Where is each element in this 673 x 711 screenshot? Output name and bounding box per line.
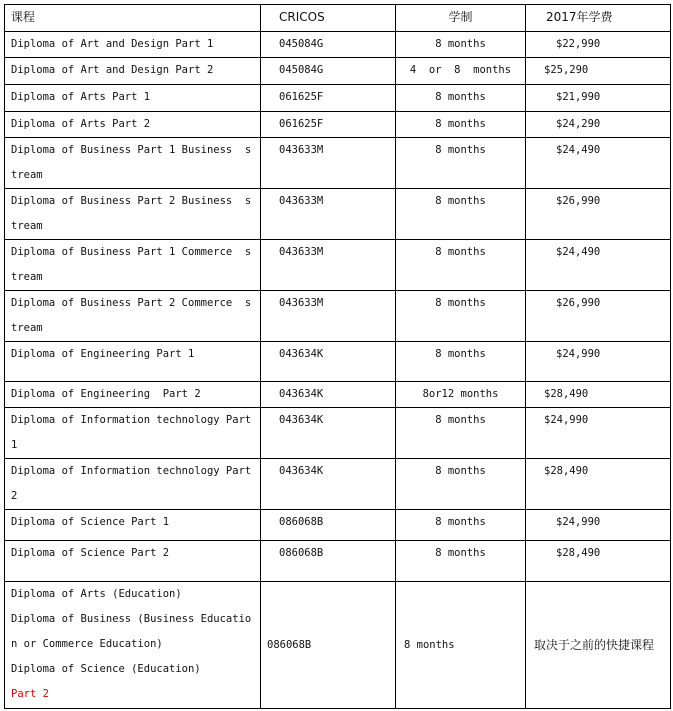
duration: 8or12 months: [396, 382, 526, 408]
table-row: [5, 382, 671, 408]
fee-table-page: [4, 4, 670, 709]
part-label: Part 2: [11, 688, 49, 700]
fee: $24,490: [526, 138, 671, 189]
header-fee: 2017年学费: [526, 5, 671, 32]
course-line: Diploma of Science (Education): [11, 663, 201, 675]
cricos-code: 061625F: [261, 112, 396, 138]
duration: 8 months: [396, 342, 526, 382]
table-row: [5, 291, 671, 342]
table-row: [5, 85, 671, 112]
table-row: [5, 541, 671, 582]
fee: $26,990: [526, 189, 671, 240]
cricos-code: 043634K: [261, 382, 396, 408]
header-duration: 学制: [396, 5, 526, 32]
course-name: Diploma of Engineering Part 1: [5, 342, 261, 382]
course-name: Diploma of Business Part 2 Business stream: [5, 189, 261, 240]
cricos-code: 043634K: [261, 342, 396, 382]
fee: $25,290: [526, 58, 671, 85]
cricos-code: 045084G: [261, 58, 396, 85]
course-name: Diploma of Science Part 2: [5, 541, 261, 582]
course-line: Diploma of Business (Business Education or Commerce Education): [11, 613, 252, 650]
table-row: [5, 510, 671, 541]
fee: $26,990: [526, 291, 671, 342]
table-row: [5, 408, 671, 459]
course-name: Diploma of Science Part 1: [5, 510, 261, 541]
table-row-combined-part2: [5, 582, 671, 709]
table-row: [5, 58, 671, 85]
fee: $28,490: [526, 382, 671, 408]
fee-note: 取决于之前的快捷课程: [526, 582, 671, 709]
course-name: Diploma of Art and Design Part 1: [5, 32, 261, 58]
duration: 4 or 8 months: [396, 58, 526, 85]
fee: $24,290: [526, 112, 671, 138]
duration: 8 months: [396, 189, 526, 240]
duration: 8 months: [396, 112, 526, 138]
duration: 8 months: [396, 541, 526, 582]
duration: 8 months: [396, 510, 526, 541]
course-name: Diploma of Arts Part 2: [5, 112, 261, 138]
fee: $24,990: [526, 408, 671, 459]
duration: 8 months: [396, 582, 526, 709]
cricos-code: 043633M: [261, 138, 396, 189]
cricos-code: 043634K: [261, 459, 396, 510]
cricos-code: 043633M: [261, 240, 396, 291]
course-name: Diploma of Information technology Part 1: [5, 408, 261, 459]
table-row: [5, 32, 671, 58]
cricos-code: 045084G: [261, 32, 396, 58]
cricos-code: 043633M: [261, 189, 396, 240]
duration: 8 months: [396, 85, 526, 112]
table-row: [5, 240, 671, 291]
fee: $22,990: [526, 32, 671, 58]
cricos-code: 086068B: [261, 510, 396, 541]
course-name: Diploma of Information technology Part 2: [5, 459, 261, 510]
duration: 8 months: [396, 291, 526, 342]
table-row: [5, 459, 671, 510]
cricos-code: 086068B: [261, 541, 396, 582]
duration: 8 months: [396, 138, 526, 189]
course-line: Diploma of Arts (Education): [11, 588, 182, 600]
course-name: Diploma of Arts Part 1: [5, 85, 261, 112]
header-cricos: CRICOS: [261, 5, 396, 32]
duration: 8 months: [396, 240, 526, 291]
fee: $28,490: [526, 541, 671, 582]
table-row: [5, 138, 671, 189]
fee: $21,990: [526, 85, 671, 112]
cricos-code: 061625F: [261, 85, 396, 112]
table-row: [5, 189, 671, 240]
duration: 8 months: [396, 32, 526, 58]
fee: $24,990: [526, 510, 671, 541]
course-name: Diploma of Engineering Part 2: [5, 382, 261, 408]
course-name: Diploma of Art and Design Part 2: [5, 58, 261, 85]
header-course: 课程: [5, 5, 261, 32]
fee: $24,990: [526, 342, 671, 382]
table-row: [5, 112, 671, 138]
cricos-code: 043633M: [261, 291, 396, 342]
duration: 8 months: [396, 408, 526, 459]
fee: $28,490: [526, 459, 671, 510]
duration: 8 months: [396, 459, 526, 510]
cricos-code: 086068B: [261, 582, 396, 709]
course-fee-table: [4, 4, 671, 709]
table-header-row: [5, 5, 671, 32]
fee: $24,490: [526, 240, 671, 291]
course-name: Diploma of Business Part 1 Commerce stream: [5, 240, 261, 291]
course-name-group: [5, 582, 261, 709]
course-name: Diploma of Business Part 1 Business stream: [5, 138, 261, 189]
table-row: [5, 342, 671, 382]
cricos-code: 043634K: [261, 408, 396, 459]
course-name: Diploma of Business Part 2 Commerce stream: [5, 291, 261, 342]
